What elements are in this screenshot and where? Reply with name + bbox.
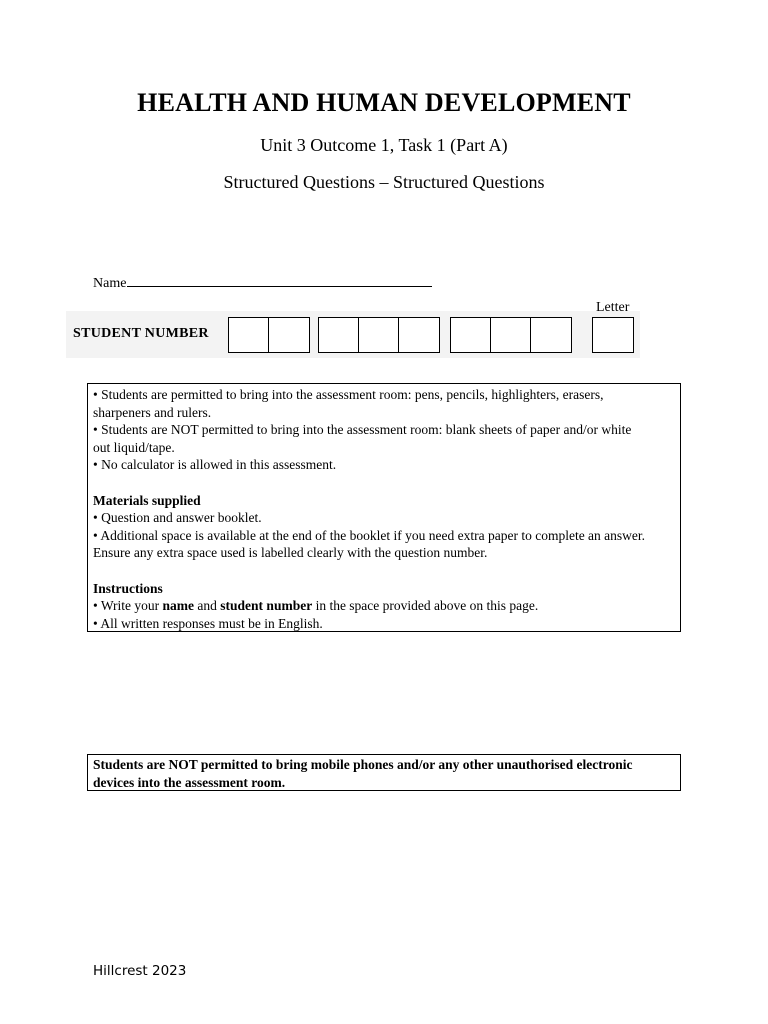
name-field[interactable] xyxy=(93,272,432,292)
letter-label: Letter xyxy=(596,300,630,315)
document-title: HEALTH AND HUMAN DEVELOPMENT xyxy=(137,88,631,117)
materials-line-3: Ensure any extra space used is labelled clearly with the question number. xyxy=(93,545,488,561)
rule-not-permitted-line-2: out liquid/tape. xyxy=(93,439,175,455)
instr-name-bold: name xyxy=(162,598,195,614)
student-number-box[interactable] xyxy=(491,318,531,352)
materials-line-1: • Question and answer booklet. xyxy=(93,510,262,526)
instr-text: in the space provided above on this page. xyxy=(312,598,539,614)
warning-line-2: devices into the assessment room. xyxy=(93,774,286,790)
student-number-box[interactable] xyxy=(269,318,309,352)
name-underline[interactable] xyxy=(127,272,432,287)
instr-student-number-bold: student number xyxy=(220,598,313,614)
student-number-box[interactable] xyxy=(399,318,439,352)
instructions-line-1 xyxy=(93,597,675,615)
student-number-box[interactable] xyxy=(531,318,571,352)
unit-line: Unit 3 Outcome 1, Task 1 (Part A) xyxy=(260,135,508,155)
footer-text: Hillcrest 2023 xyxy=(93,963,187,979)
assessment-rules-box xyxy=(87,383,681,632)
instructions-heading: Instructions xyxy=(93,580,163,596)
mobile-phone-warning-box xyxy=(87,754,681,791)
task-type: Structured Questions – Structured Questions xyxy=(223,172,545,192)
name-label: Name xyxy=(93,276,127,291)
materials-heading: Materials supplied xyxy=(93,492,201,508)
student-number-box[interactable] xyxy=(451,318,491,352)
instructions-line-2: • All written responses must be in English. xyxy=(93,615,323,631)
instr-text: and xyxy=(194,598,221,614)
student-number-label: STUDENT NUMBER xyxy=(73,326,209,341)
student-number-box[interactable] xyxy=(359,318,399,352)
materials-line-2: • Additional space is available at the end of the booklet if you need extra paper to complete an answer. xyxy=(93,527,646,543)
rule-permitted-line-2: sharpeners and rulers. xyxy=(93,404,212,420)
spacer xyxy=(93,562,675,580)
student-number-boxes-group-3[interactable] xyxy=(450,317,572,353)
student-letter-box[interactable] xyxy=(593,318,633,352)
instr-text: • Write your xyxy=(93,598,163,614)
rule-no-calculator: • No calculator is allowed in this assessment. xyxy=(93,457,337,473)
spacer xyxy=(93,474,675,492)
rule-permitted-line-1: • Students are permitted to bring into the assessment room: pens, pencils, highlighters, erasers, xyxy=(93,387,604,402)
student-number-box[interactable] xyxy=(229,318,269,352)
student-number-boxes-group-1[interactable] xyxy=(228,317,310,353)
rule-not-permitted-line-1: • Students are NOT permitted to bring into the assessment room: blank sheets of paper and/or white xyxy=(93,422,632,438)
warning-line-1: Students are NOT permitted to bring mobile phones and/or any other unauthorised electronic xyxy=(93,757,633,772)
student-letter-box-group[interactable] xyxy=(592,317,634,353)
student-number-box[interactable] xyxy=(319,318,359,352)
student-number-boxes-group-2[interactable] xyxy=(318,317,440,353)
